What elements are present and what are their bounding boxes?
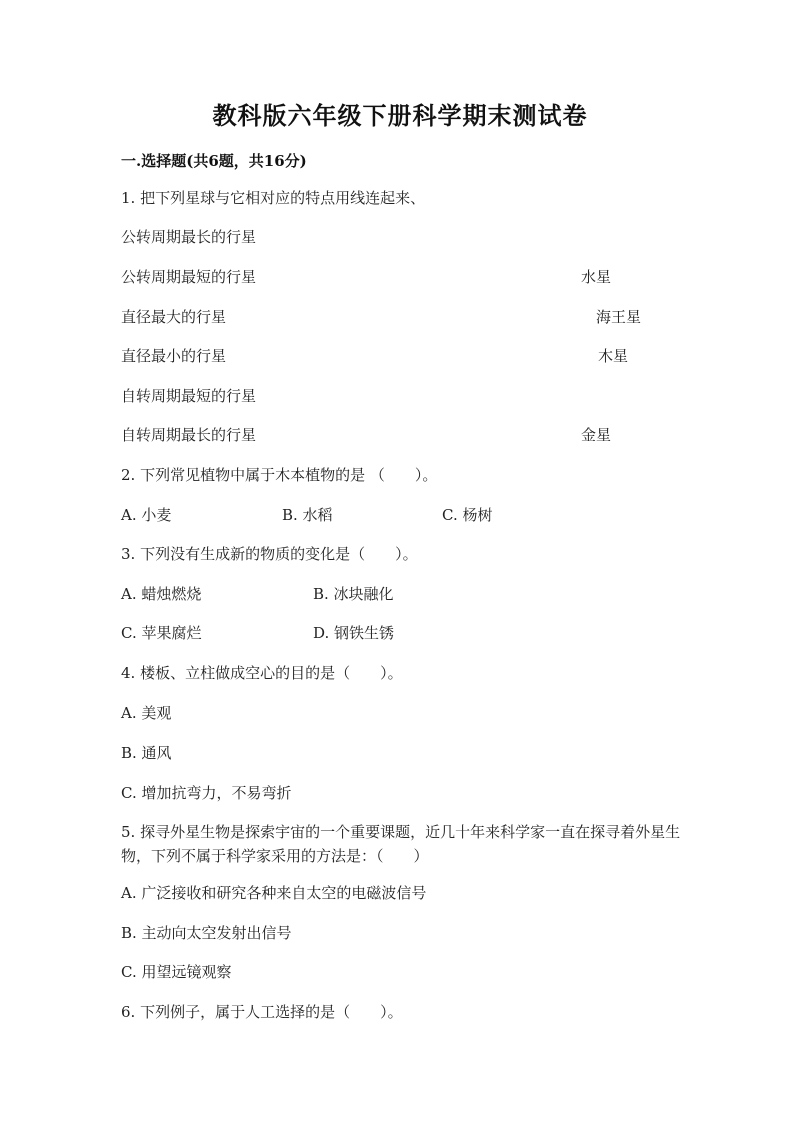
- q3-option: B. 冰块融化: [313, 585, 394, 603]
- question-5-stem: 5. 探寻外星生物是探索宇宙的一个重要课题，近几十年来科学家一直在探寻着外星生物，下列不属于科学家采用的方法是：（ ）: [121, 823, 681, 865]
- question-3-stem: 3. 下列没有生成新的物质的变化是（ ）。: [121, 545, 418, 563]
- question-2-stem: 2. 下列常见植物中属于木本植物的是 （ ）。: [121, 466, 438, 484]
- q1-right-item: 海王星: [596, 308, 642, 326]
- q1-left-item: 直径最小的行星: [121, 347, 227, 365]
- q1-left-item: 直径最大的行星: [121, 308, 227, 326]
- q4-option: C. 增加抗弯力，不易弯折: [121, 784, 292, 802]
- q1-right-item: 水星: [581, 268, 612, 286]
- q1-right-item: 金星: [581, 426, 612, 444]
- q5-option: A. 广泛接收和研究各种来自太空的电磁波信号: [121, 884, 427, 902]
- q1-left-item: 自转周期最短的行星: [121, 387, 257, 405]
- q1-left-item: 公转周期最短的行星: [121, 268, 257, 286]
- q3-option: A. 蜡烛燃烧: [121, 585, 202, 603]
- question-6-stem: 6. 下列例子，属于人工选择的是（ ）。: [121, 1003, 403, 1021]
- q3-option: C. 苹果腐烂: [121, 624, 202, 642]
- q5-option: C. 用望远镜观察: [121, 963, 232, 981]
- q2-option: B. 水稻: [282, 506, 333, 524]
- q1-left-item: 自转周期最长的行星: [121, 426, 257, 444]
- q2-option: C. 杨树: [442, 506, 493, 524]
- q4-option: A. 美观: [121, 704, 172, 722]
- page-title: 教科版六年级下册科学期末测试卷: [212, 101, 588, 130]
- q3-option: D. 钢铁生锈: [313, 624, 395, 642]
- question-1-stem: 1. 把下列星球与它相对应的特点用线连起来、: [121, 189, 426, 207]
- q5-option: B. 主动向太空发射出信号: [121, 924, 292, 942]
- q1-right-item: 木星: [598, 347, 629, 365]
- question-4-stem: 4. 楼板、立柱做成空心的目的是（ ）。: [121, 664, 403, 682]
- q2-option: A. 小麦: [121, 506, 172, 524]
- section-heading: 一.选择题(共6题，共16分): [121, 152, 307, 170]
- q1-left-item: 公转周期最长的行星: [121, 228, 257, 246]
- q4-option: B. 通风: [121, 744, 172, 762]
